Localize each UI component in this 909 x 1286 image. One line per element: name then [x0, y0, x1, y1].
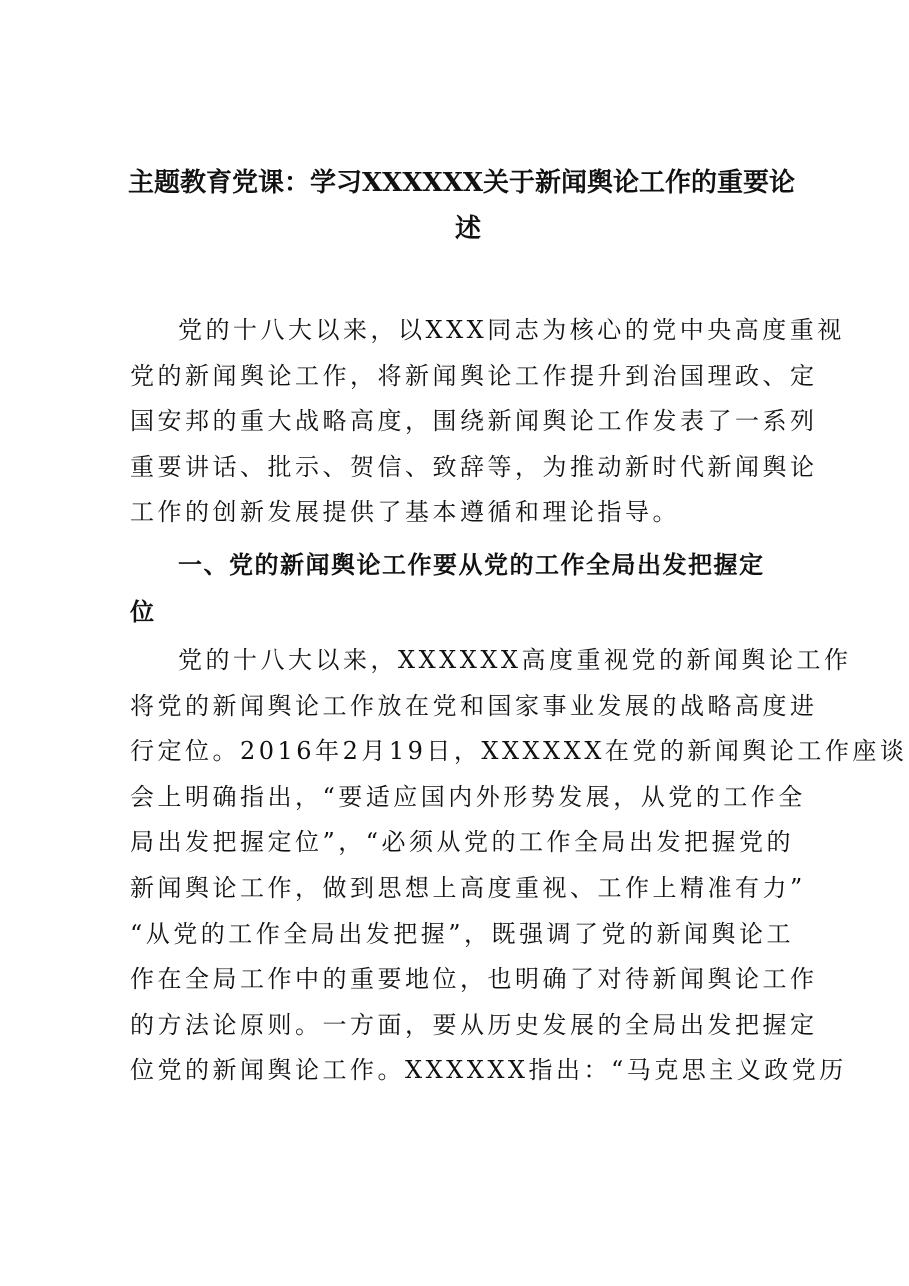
- section-body-paragraph: [130, 638, 908, 1094]
- text-line: 行定位。2016年2月19日，XXXXXX在党的新闻舆论工作座谈: [130, 737, 908, 766]
- text-line: 重要讲话、批示、贺信、致辞等，为推动新时代新闻舆论: [130, 452, 818, 481]
- text-line: 将党的新闻舆论工作放在党和国家事业发展的战略高度进: [130, 691, 818, 720]
- text-line: 的方法论原则。一方面，要从历史发展的全局出发把握定: [130, 1010, 818, 1039]
- text-line: 党的新闻舆论工作，将新闻舆论工作提升到治国理政、定: [130, 361, 818, 390]
- text-line: 局出发把握定位”，“必须从党的工作全局出发把握党的: [130, 828, 795, 857]
- section-heading: [130, 542, 810, 636]
- text-line: 党的十八大以来，XXXXXX高度重视党的新闻舆论工作: [178, 646, 852, 674]
- intro-paragraph: [130, 308, 845, 536]
- text-line: 工作的创新发展提供了基本遵循和理论指导。: [130, 498, 680, 527]
- document-title: [128, 160, 808, 252]
- text-line: 党的十八大以来，以XXX同志为核心的党中央高度重视: [178, 316, 845, 344]
- text-line: 会上明确指出，“要适应国内外形势发展，从党的工作全: [130, 782, 806, 811]
- heading-line: 一、党的新闻舆论工作要从党的工作全局出发把握定: [178, 551, 765, 579]
- title-line: 主题教育党课：学习XXXXXX关于新闻舆论工作的重要论: [128, 168, 796, 198]
- text-line: 作在全局工作中的重要地位，也明确了对待新闻舆论工作: [130, 965, 818, 994]
- text-line: 国安邦的重大战略高度，围绕新闻舆论工作发表了一系列: [130, 407, 818, 436]
- text-line: 新闻舆论工作，做到思想上高度重视、工作上精准有力”: [130, 873, 806, 902]
- text-line: 位党的新闻舆论工作。XXXXXX指出：“马克思主义政党历: [130, 1056, 847, 1085]
- text-line: “从党的工作全局出发把握”，既强调了党的新闻舆论工: [130, 919, 795, 948]
- title-line: 述: [454, 214, 481, 244]
- heading-line: 位: [130, 598, 156, 626]
